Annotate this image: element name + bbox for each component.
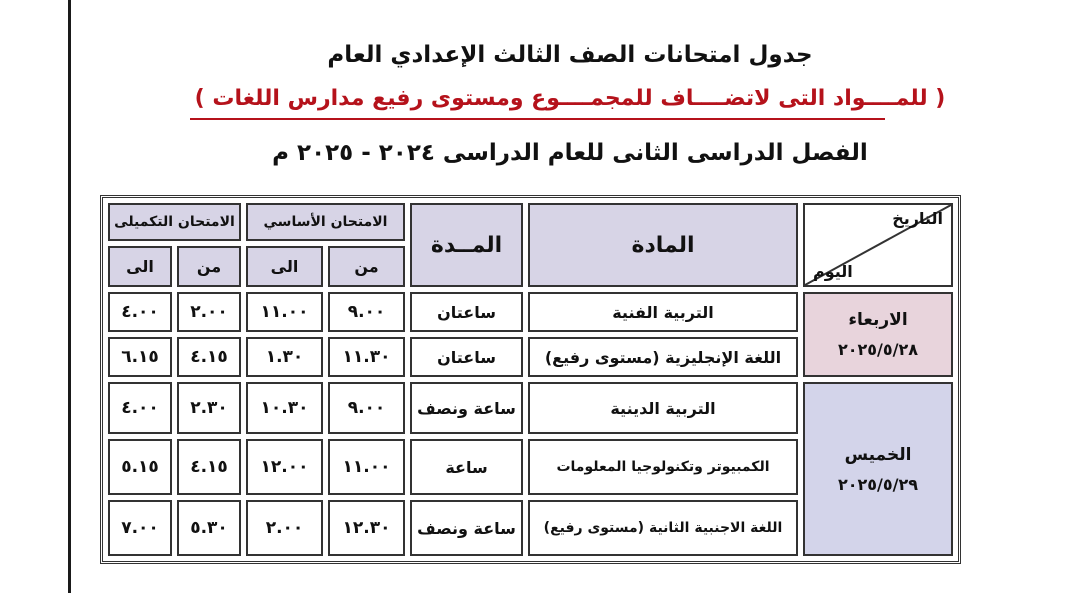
makeup-exam-header: الامتحان التكميلى — [108, 203, 241, 241]
makeup-to-cell: ٧.٠٠ — [108, 500, 172, 556]
date-day-header-cell — [803, 203, 953, 287]
makeup-to-cell: ٤.٠٠ — [108, 382, 172, 434]
makeup-from-cell: ٢.٠٠ — [177, 292, 241, 332]
makeup-from-cell: ٤.١٥ — [177, 439, 241, 495]
exam-schedule-table — [100, 195, 961, 564]
makeup-to-cell: ٤.٠٠ — [108, 292, 172, 332]
day-cell-thursday — [803, 382, 953, 556]
makeup-to-cell: ٥.١٥ — [108, 439, 172, 495]
makeup-from-cell: ٤.١٥ — [177, 337, 241, 377]
main-from-cell: ٩.٠٠ — [328, 382, 405, 434]
subtitle-underline — [190, 118, 885, 120]
main-from-cell: ١٢.٣٠ — [328, 500, 405, 556]
main-from-cell: ٩.٠٠ — [328, 292, 405, 332]
subject-cell: اللغة الاجنبية الثانية (مستوى رفيع) — [528, 500, 798, 556]
makeup-from-cell: ٢.٣٠ — [177, 382, 241, 434]
table-row — [108, 382, 953, 434]
subject-cell: اللغة الإنجليزية (مستوى رفيع) — [528, 337, 798, 377]
day-name: الخميس — [844, 444, 912, 465]
subject-cell: التربية الدينية — [528, 382, 798, 434]
main-from-cell: ١١.٣٠ — [328, 337, 405, 377]
page-subtitle: ( للمــــواد التى لاتضــــاف للمجمــــوع ومستوى رفيع مدارس اللغات ) — [194, 86, 946, 111]
duration-cell: ساعتان — [410, 292, 523, 332]
day-date: ٢٠٢٥/٥/٢٨ — [837, 340, 919, 359]
main-to-cell: ١٠.٣٠ — [246, 382, 323, 434]
duration-header: المــدة — [410, 203, 523, 287]
makeup-to-header: الى — [108, 246, 172, 287]
subject-cell: الكمبيوتر وتكنولوجيا المعلومات — [528, 439, 798, 495]
subject-cell: التربية الفنية — [528, 292, 798, 332]
page-edge-line — [68, 0, 71, 593]
makeup-from-cell: ٥.٣٠ — [177, 500, 241, 556]
day-header: اليوم — [813, 262, 853, 281]
main-exam-header: الامتحان الأساسي — [246, 203, 405, 241]
day-name: الاربعاء — [848, 310, 908, 330]
main-to-header: الى — [246, 246, 323, 287]
day-cell-wednesday — [803, 292, 953, 377]
main-to-cell: ٢.٠٠ — [246, 500, 323, 556]
duration-cell: ساعة ونصف — [410, 382, 523, 434]
date-header: التاريخ — [892, 209, 943, 228]
duration-cell: ساعة ونصف — [410, 500, 523, 556]
subject-header: المادة — [528, 203, 798, 287]
table-row — [108, 292, 953, 332]
makeup-from-header: من — [177, 246, 241, 287]
main-to-cell: ١.٣٠ — [246, 337, 323, 377]
page-title: جدول امتحانات الصف الثالث الإعدادي العام — [327, 42, 813, 68]
main-to-cell: ١٢.٠٠ — [246, 439, 323, 495]
main-from-header: من — [328, 246, 405, 287]
day-date: ٢٠٢٥/٥/٢٩ — [837, 474, 919, 494]
makeup-to-cell: ٦.١٥ — [108, 337, 172, 377]
duration-cell: ساعة — [410, 439, 523, 495]
main-from-cell: ١١.٠٠ — [328, 439, 405, 495]
duration-cell: ساعتان — [410, 337, 523, 377]
main-to-cell: ١١.٠٠ — [246, 292, 323, 332]
term-line: الفصل الدراسى الثانى للعام الدراسى ٢٠٢٤ - ٢٠٢٥ م — [272, 140, 868, 166]
